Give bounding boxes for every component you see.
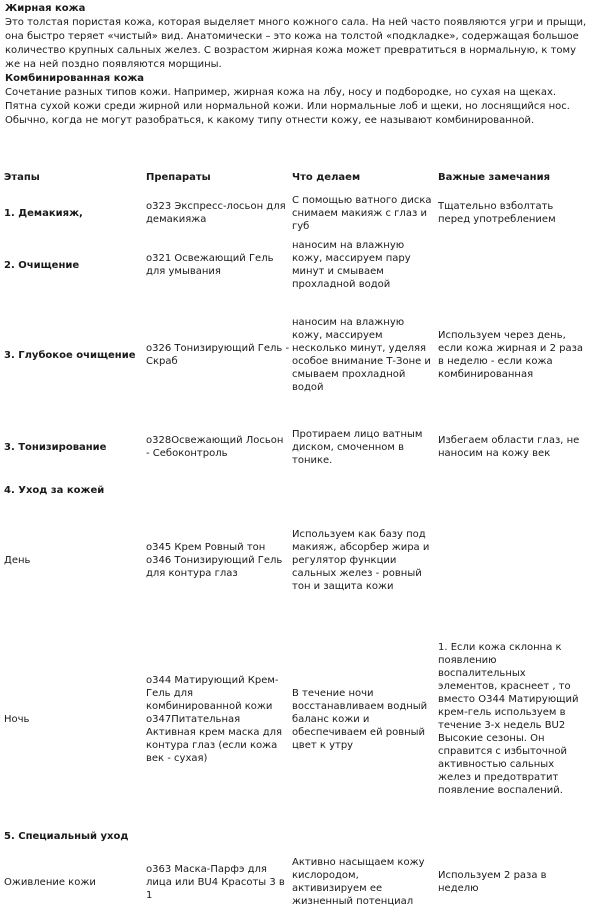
action-cell: В течение ночи восстанавливаем водный баланс кожи и обеспечиваем ей ровный цвет к утру: [292, 687, 428, 751]
header-stages: Этапы: [4, 171, 40, 183]
note-cell: [438, 235, 588, 295]
section-text-combo: Сочетание разных типов кожи. Например, жирная кожа на лбу, носу и подбородке, но сухая на щеках. Пятна сухой кожи среди жирной или нормальной кожи. Или нормальные лоб и щеки, но лоснящийся нос. Обычно, когда не могут разобраться, к какому типу отнести кожу, ее называют комбинированной.: [5, 87, 570, 126]
product-cell: о321 Освежающий Гель для умывания: [146, 253, 274, 277]
note-cell: [438, 819, 588, 853]
section-heading-oily: Жирная кожа: [5, 3, 86, 14]
action-cell: наносим на влажную кожу, массируем несколько минут, уделяя особое внимание Т-Зоне и смываем прохладной водой: [292, 317, 431, 393]
action-cell: [292, 819, 438, 853]
table-row: [4, 295, 588, 415]
section-cell: 4. Уход за кожей: [4, 484, 105, 496]
note-cell: [438, 501, 588, 619]
header-actions: Что делаем: [292, 171, 361, 183]
stage-cell: День: [4, 554, 31, 566]
table-row: [4, 819, 588, 853]
stage-cell: 3. Глубокое очищение: [4, 349, 136, 361]
product-cell: о326 Тонизирующий Гель - Скраб: [146, 343, 290, 367]
table-row: [4, 619, 588, 819]
product-cell: о344 Матирующий Крем-Гель для комбинированной кожи о347Питательная Активная крем маска для контура глаз (если кожа век - сухая): [146, 674, 283, 764]
note-cell: Используем через день, если кожа жирная и 2 раза в неделю - если кожа комбинированная: [438, 330, 584, 380]
stage-cell: 3. Тонизирование: [4, 441, 107, 453]
care-steps-table: [4, 163, 588, 911]
action-cell: С помощью ватного диска снимаем макияж с глаз и губ: [292, 194, 432, 232]
stage-cell: Оживление кожи: [4, 876, 96, 888]
section-text-oily: Это толстая пористая кожа, которая выделяет много кожного сала. На ней часто появляются угри и прыщи, она быстро теряет «чистый» вид. Анатомически – это кожа на толстой «подкладке», содержащая большое количество крупных сальных желез. С возрастом жирная кожа может превратиться в нормальную, к тому же на ней поздно появляются морщины.: [5, 17, 587, 70]
action-cell: Используем как базу под макияж, абсорбер жира и регулятор функции сальных желез - ровный тон и защита кожи: [292, 528, 430, 592]
stage-cell: 1. Демакияж,: [4, 207, 83, 219]
table-row: [4, 853, 588, 911]
note-cell: [438, 479, 588, 501]
note-cell: Избегаем области глаз, не наносим на кожу век: [438, 435, 580, 459]
note-cell: Тщательно взболтать перед употреблением: [438, 201, 556, 225]
product-cell: о363 Маска-Парфэ для лица или BU4 Красоты 3 в 1: [146, 863, 285, 901]
section-heading-combo: Комбинированная кожа: [5, 73, 145, 84]
section-cell: 5. Специальный уход: [4, 830, 129, 842]
table-row: [4, 191, 588, 235]
header-products: Препараты: [146, 171, 211, 183]
table-header-row: [4, 163, 588, 191]
table-row: [4, 415, 588, 479]
note-cell: 1. Если кожа склонна к появлению воспалительных элементов, краснеет , то вместо О344 Матирующий крем-гель используем в течение 3-х недель BU2 Высокие сезоны. Он справится с избыточной активностью сальных желез и предотвратит появление воспалений.: [438, 642, 579, 796]
action-cell: Активно насыщаем кожу кислородом, активизируем ее жизненный потенциал: [292, 857, 425, 907]
product-cell: о345 Крем Ровный тон о346 Тонизирующий Гель для контура глаз: [146, 541, 283, 579]
stage-cell: Ночь: [4, 713, 30, 725]
action-cell: Протираем лицо ватным диском, смоченном в тонике.: [292, 428, 423, 466]
table-row: [4, 479, 588, 501]
action-cell: наносим на влажную кожу, массируем пару минут и смываем прохладной водой: [292, 240, 411, 290]
action-cell: [292, 479, 438, 501]
note-cell: Используем 2 раза в неделю: [438, 870, 547, 894]
table-row: [4, 501, 588, 619]
stage-cell: 2. Очищение: [4, 259, 80, 271]
product-cell: [146, 819, 292, 853]
header-notes: Важные замечания: [438, 171, 551, 183]
product-cell: о323 Экспресс-лосьон для демакияжа: [146, 201, 286, 225]
product-cell: о328Освежающий Лосьон - Себоконтроль: [146, 435, 284, 459]
product-cell: [146, 479, 292, 501]
intro-text: [5, 2, 587, 128]
table-row: [4, 235, 588, 295]
